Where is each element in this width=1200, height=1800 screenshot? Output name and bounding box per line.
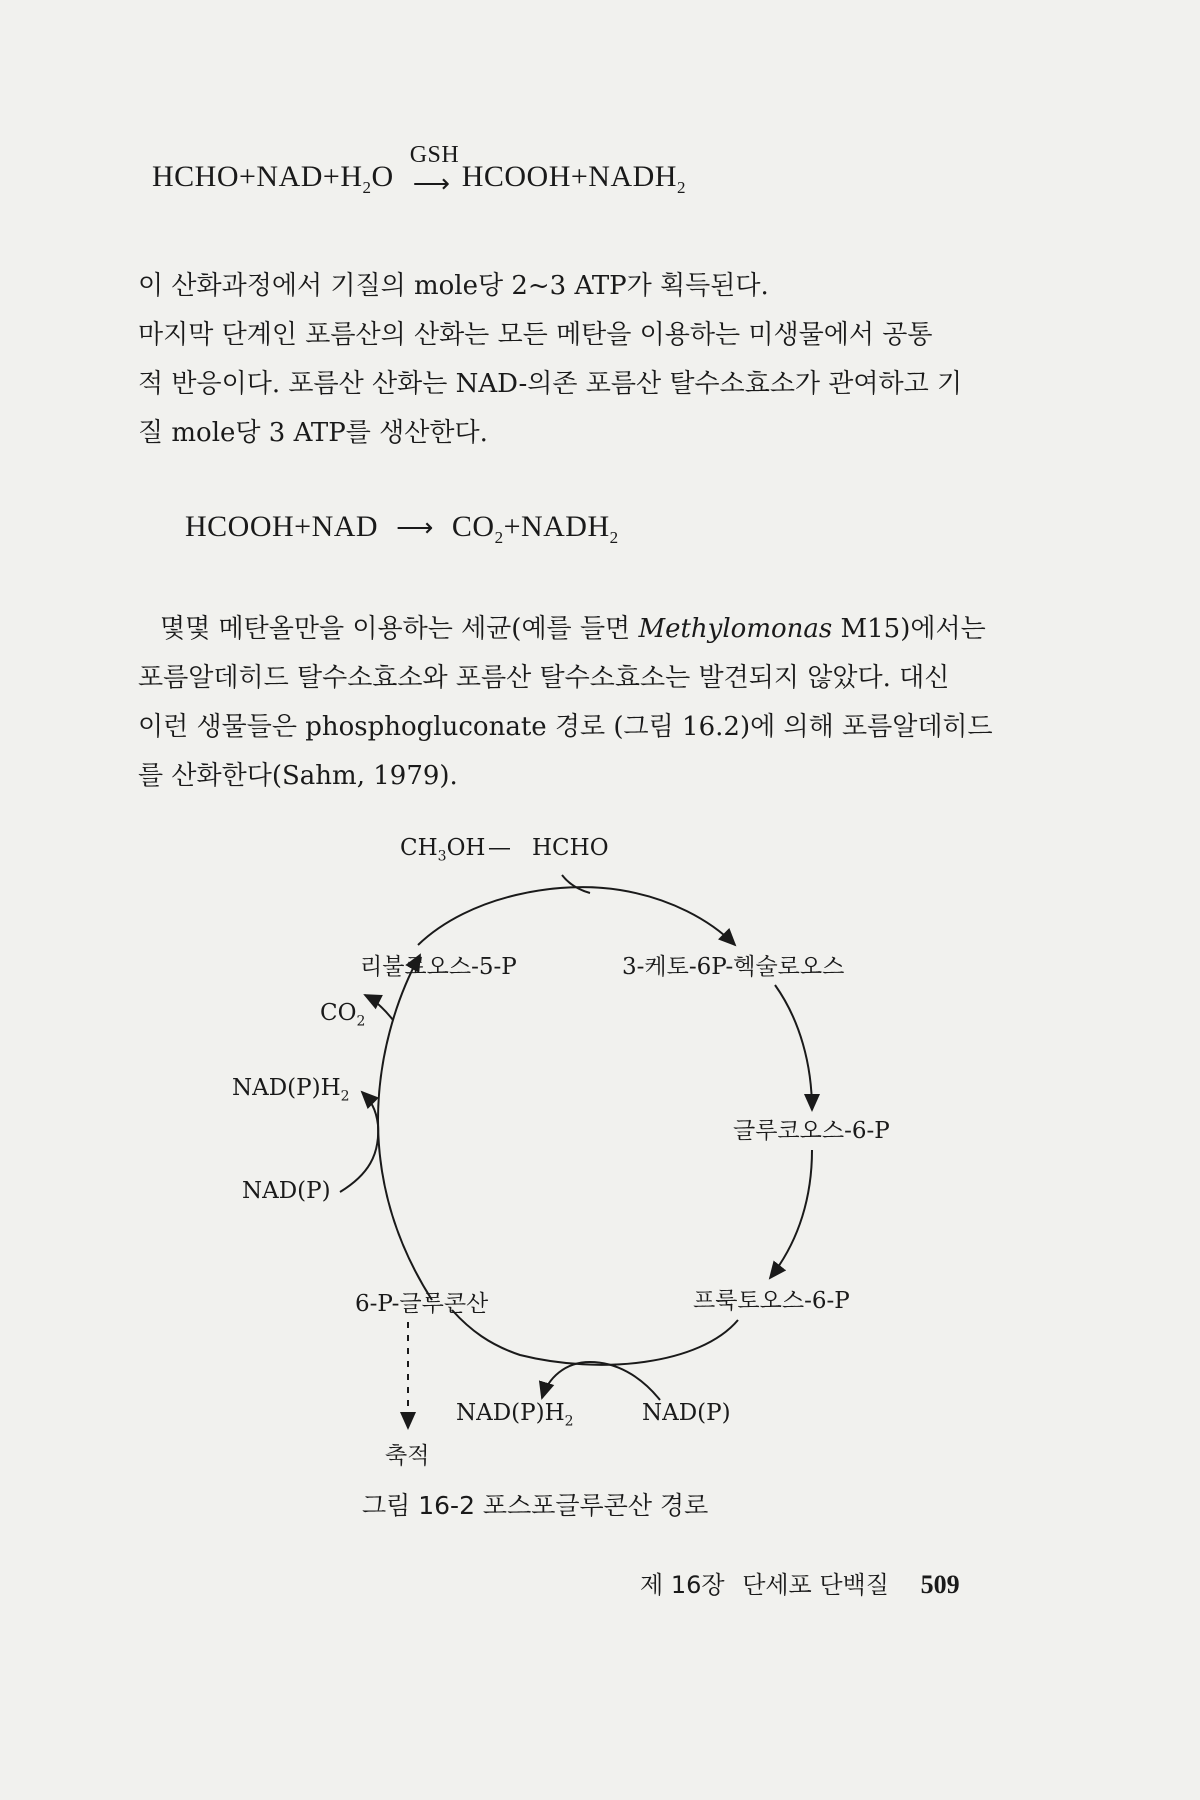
page-number: 509 [920,1570,960,1599]
nadph2-bottom-label [456,1400,574,1430]
eq1-catalyst: GSH [409,142,460,168]
glucose-6p-label: 글루코오스-6-P [733,1118,890,1144]
nadph2-left-label [232,1075,350,1105]
arc-gluconate-to-ribulose [378,955,432,1300]
eq1-products-subscript: 2 [676,178,686,197]
formaldehyde-label: HCHO [532,835,609,861]
p1-line-4: 질 mole당 3 ATP를 생산한다. [138,418,488,448]
eq2-reactants: HCOOH+NAD [185,510,379,543]
eq2-co2-subscript: 2 [494,528,504,547]
p2-line-1-start: 몇몇 메탄올만을 이용하는 세균(예를 들면 [160,614,639,644]
co2-release-arrow [365,995,393,1020]
keto-hexulose-label: 3-케토-6P-헥술로오스 [622,954,845,980]
nadph2-bottom-subscript: 2 [564,1413,574,1430]
nadph2-bottom-text: NAD(P)H [456,1400,565,1426]
nadp-reduction-bottom [542,1362,660,1400]
eq1-products: HCOOH+NADH [461,160,677,193]
p1-line-3: 적 반응이다. 포름산 산화는 NAD-의존 포름산 탈수소효소가 관여하고 기 [138,369,963,399]
p1-line-2: 마지막 단계인 포름산의 산화는 모든 메탄을 이용하는 미생물에서 공통 [138,320,933,350]
p2-line-1-end: M15)에서는 [832,614,986,644]
p2-line-3: 이런 생물들은 phosphogluconate 경로 (그림 16.2)에 의해 포름알데히드 [138,712,993,742]
eq2-arrow-icon: ⟶ [396,513,434,542]
p2-line-2: 포름알데히드 탈수소효소와 포름산 탈수소효소는 발견되지 않았다. 대신 [138,663,950,693]
nadph2-left-text: NAD(P)H [232,1075,341,1101]
eq2-nadh: +NADH [503,510,610,543]
page-footer [640,1565,970,1600]
ribulose-5p-label: 리불로오스-5-P [360,954,517,980]
p2-line-4: 를 산화한다(Sahm, 1979). [138,761,458,791]
co2-subscript: 2 [356,1013,366,1030]
methanol-subscript: 3 [437,848,447,865]
methanol-text: CH [400,835,438,861]
arc-fructose-to-gluconate [452,1310,738,1365]
eq1-arrow-icon: ⟶ [412,169,451,198]
nadp-reduction-left [340,1092,378,1192]
methanol-label [400,835,486,865]
co2-text: CO [320,1000,357,1026]
p2-organism-name: Methylomonas [638,614,833,644]
nadp-left-label: NAD(P) [242,1178,331,1204]
methanol-dash: — [488,835,511,861]
methanol-text-b: OH [446,835,486,861]
arc-to-glucose6p [775,985,812,1110]
footer-chapter: 제 16장 [640,1571,725,1599]
fructose-6p-label: 프룩토오스-6-P [693,1288,850,1314]
nadph2-left-subscript: 2 [340,1088,350,1105]
arc-to-fructose6p [770,1150,812,1278]
co2-label [320,1000,365,1030]
figure-caption: 그림 16-2 포스포글루콘산 경로 [362,1491,709,1520]
p1-line-1: 이 산화과정에서 기질의 mole당 2~3 ATP가 획득된다. [138,271,769,301]
footer-title: 단세포 단백질 [742,1571,889,1599]
gluconate-6p-label: 6-P-글루콘산 [355,1291,489,1317]
eq2-nadh-subscript: 2 [609,528,619,547]
arc-ribulose-to-ketohexulose [418,887,735,945]
eq1-h2o-o: O [371,160,394,193]
eq1-h2o-subscript: 2 [362,178,372,197]
eq2-co2: CO [451,510,495,543]
eq1-reactants: HCHO+NAD+H [152,160,363,193]
hcho-entry-line [562,875,590,893]
nadp-bottom-label: NAD(P) [642,1400,731,1426]
accumulation-label: 축적 [385,1443,430,1469]
